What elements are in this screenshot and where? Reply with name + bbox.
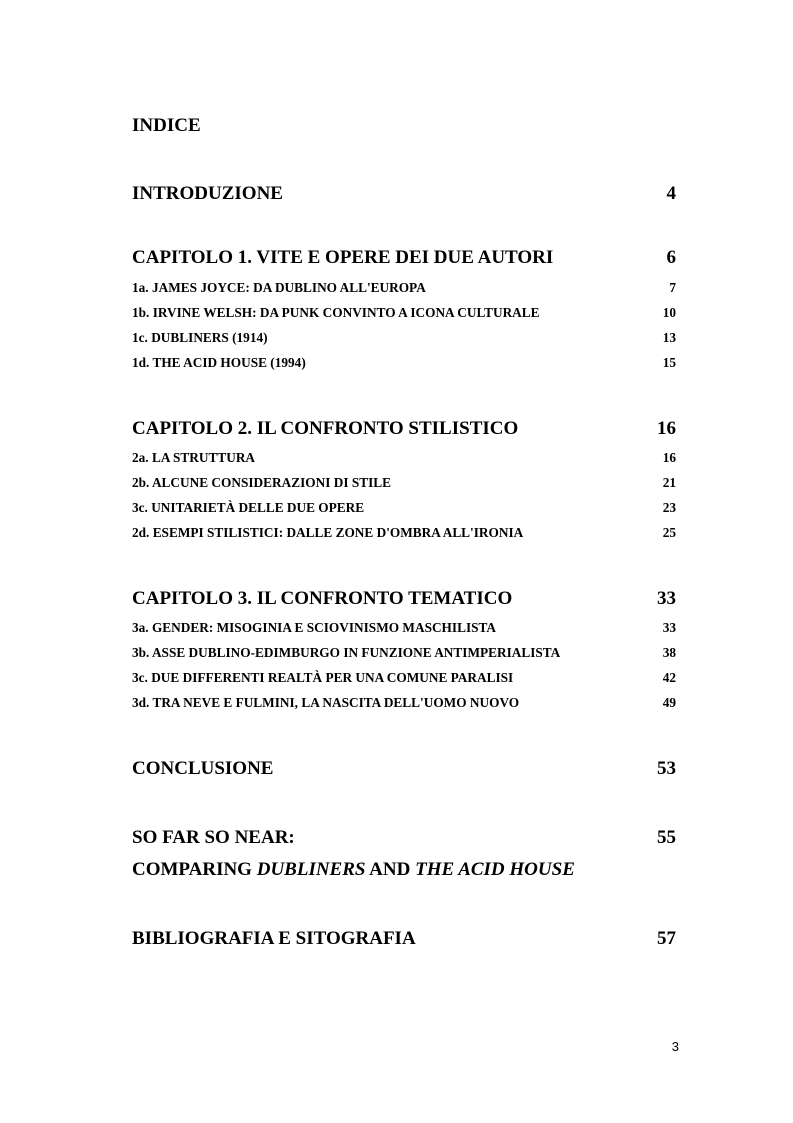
toc-entry-title: SO FAR SO NEAR:: [132, 827, 295, 848]
subtitle-and: AND: [365, 859, 416, 880]
toc-subentry-title: 2a. LA STRUTTURA: [132, 450, 256, 465]
toc-subentry-page: 49: [662, 695, 676, 710]
toc-subentry-title: 3d. TRA NEVE E FULMINI, LA NASCITA DELL'UOMO NUOVO: [132, 695, 520, 710]
subtitle-work-acid-house: THE ACID HOUSE: [415, 859, 575, 880]
toc-entry-title: BIBLIOGRAFIA E SITOGRAFIA: [132, 928, 416, 949]
page-number: 3: [671, 1039, 679, 1054]
toc-subentry-page: 23: [662, 500, 676, 515]
toc-entry-title: CONCLUSIONE: [132, 758, 274, 779]
toc-entry-page: 53: [657, 758, 676, 779]
toc-entry-page: 57: [657, 928, 676, 949]
toc-subentry-page: 16: [662, 450, 676, 465]
toc-heading-text: INDICE: [132, 115, 201, 136]
toc-subentry-title: 1b. IRVINE WELSH: DA PUNK CONVINTO A ICONA CULTURALE: [132, 305, 540, 320]
toc-subentry-title: 1d. THE ACID HOUSE (1994): [132, 355, 306, 370]
toc-subentry-title: 1a. JAMES JOYCE: DA DUBLINO ALL'EUROPA: [132, 280, 426, 295]
toc-entry-page: 6: [666, 247, 676, 268]
toc-subentry-page: 13: [662, 330, 676, 345]
toc-entry-title: INTRODUZIONE: [132, 183, 283, 204]
toc-subentry-title: 3c. UNITARIETÀ DELLE DUE OPERE: [132, 500, 365, 515]
toc-subentry-title: 3a. GENDER: MISOGINIA E SCIOVINISMO MASCHILISTA: [132, 620, 497, 635]
toc-entry-page: 33: [657, 588, 676, 609]
toc-subentry-page: 38: [662, 645, 676, 660]
toc-subentry-page: 15: [662, 355, 676, 370]
toc-subentry-page: 7: [669, 280, 676, 295]
toc-entry-subtitle: [132, 858, 575, 882]
toc-subentry-page: 33: [662, 620, 676, 635]
toc-subentry-title: 1c. DUBLINERS (1914): [132, 330, 268, 345]
toc-entry-page: 55: [657, 827, 676, 848]
toc-subentry-title: 3c. DUE DIFFERENTI REALTÀ PER UNA COMUNE PARALISI: [132, 670, 514, 685]
toc-subentry-title: 2b. ALCUNE CONSIDERAZIONI DI STILE: [132, 475, 391, 490]
toc-entry-title: CAPITOLO 1. VITE E OPERE DEI DUE AUTORI: [132, 247, 554, 268]
toc-subentry-page: 10: [662, 305, 676, 320]
subtitle-work-dubliners: DUBLINERS: [256, 859, 366, 880]
toc-subentry-title: 2d. ESEMPI STILISTICI: DALLE ZONE D'OMBRA ALL'IRONIA: [132, 525, 524, 540]
toc-entry-title: CAPITOLO 3. IL CONFRONTO TEMATICO: [132, 588, 513, 609]
toc-subentry-page: 21: [662, 475, 676, 490]
toc-entry-title: CAPITOLO 2. IL CONFRONTO STILISTICO: [132, 418, 519, 439]
toc-subentry-page: 25: [662, 525, 676, 540]
toc-subentry-title: 3b. ASSE DUBLINO-EDIMBURGO IN FUNZIONE ANTIMPERIALISTA: [132, 645, 561, 660]
toc-entry-page: 16: [657, 418, 676, 439]
toc-subentry-page: 42: [662, 670, 676, 685]
toc-entry-page: 4: [666, 183, 676, 204]
subtitle-prefix: COMPARING: [132, 859, 257, 880]
